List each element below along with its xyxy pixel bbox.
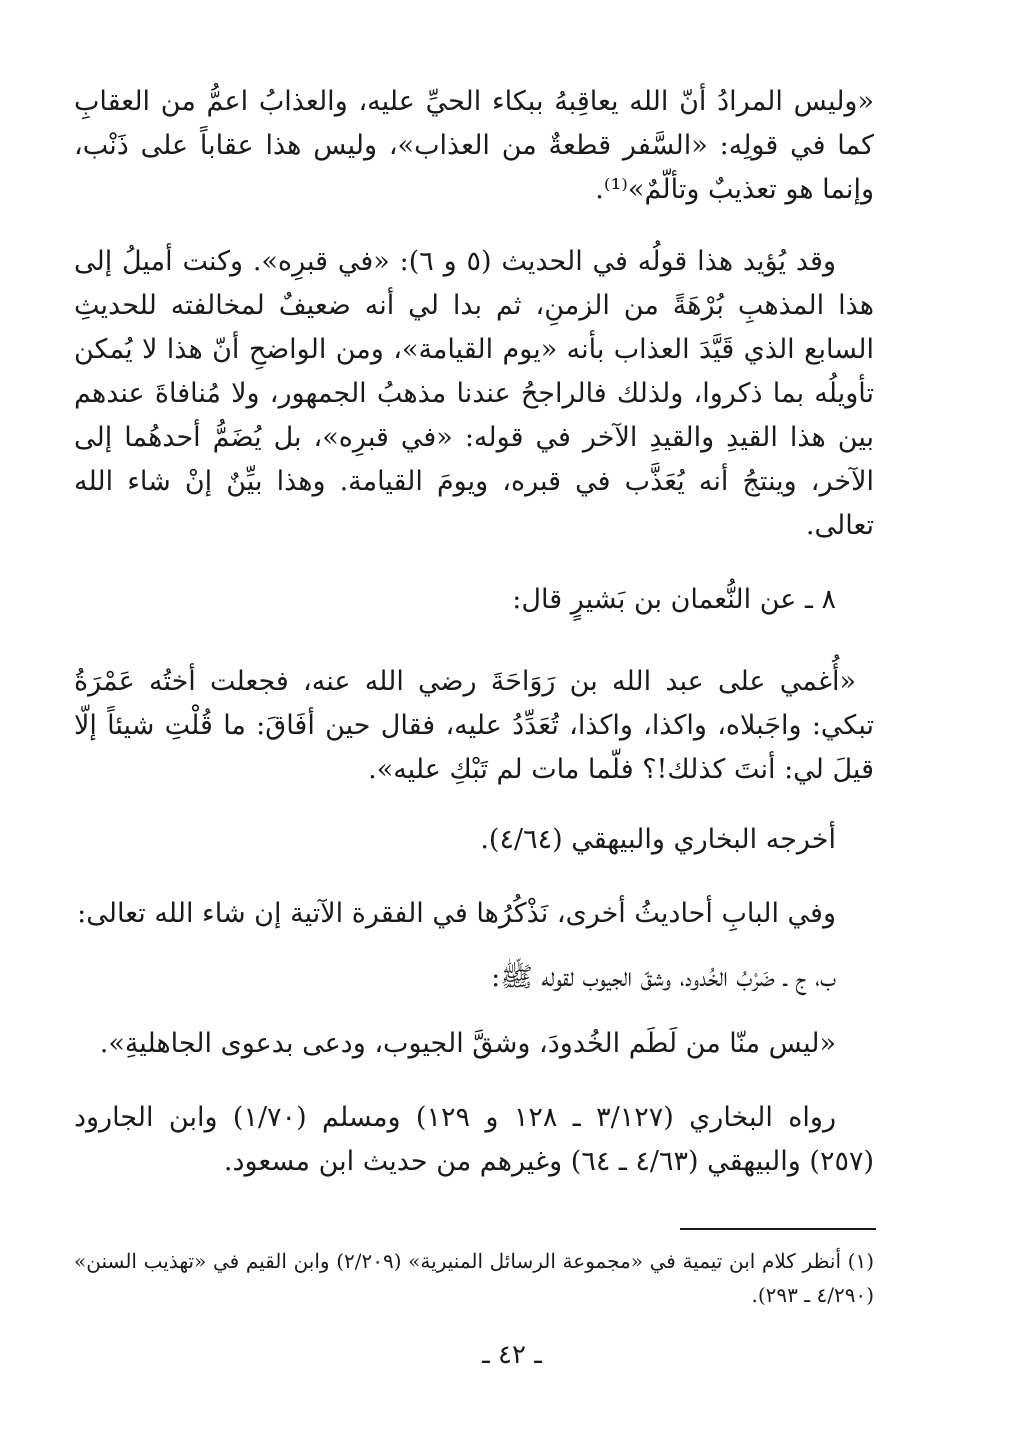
hadith-8-text: «أُغمي على عبد الله بن رَوَاحَةَ رضي الله عنه، فجعلت أختُه عَمْرَةُ تبكي: واجَبلاه، واكذا، واكذا، تُعَدِّدُ عليه، فقال حين أفَاقَ: ما قُلْتِ شيئاً إلّا قيلَ لي: أنتَ كذلك!؟ فلّما مات لم تَبْكِ عليه». bbox=[74, 666, 874, 785]
hadith-8-heading: ٨ ـ عن النُّعمان بن بَشيرٍ قال: bbox=[512, 584, 836, 615]
footnote-separator bbox=[680, 1228, 876, 1230]
takhrij-paragraph: رواه البخاري (٣/١٢٧ ـ ١٢٨ و ١٢٩) ومسلم (١/٧٠) وابن الجارود (٢٥٧) والبيهقي (٤/٦٣ ـ ٦٤) وغيرهم من حديث ابن مسعود. bbox=[74, 1102, 874, 1177]
hadith-quote: «ليس منّا من لَطَم الخُدودَ، وشقَّ الجيوب، ودعى بدعوى الجاهليةِ». bbox=[99, 1028, 836, 1059]
commentary-paragraph: وقد يُؤيد هذا قولُه في الحديث (٥ و ٦): «في قبرِه». وكنت أميلُ إلى هذا المذهبِ بُرْهَةً من الزمنِ، ثم بدا لي أنه ضعيفٌ لمخالفته للحديثِ السابع الذي قَيَّدَ العذاب بأنه «يوم القيامة»، ومن الواضحِ أنّ هذا لا يُمكن تأويلُه بما ذكروا، ولذلك فالراجحُ عندنا مذهبُ الجمهور، ولا مُنافاةَ عندهم بين هذا القيدِ والقيدِ الآخر في قوله: «في قبرِه»، بل يُضَمُّ أحدهُما إلى الآخر، وينتجُ أنه يُعَذَّب في قبره، ويومَ القيامة. وهذا بيِّنٌ إنْ شاء الله تعالى. bbox=[74, 246, 874, 541]
page-number: ـ ٤٢ ـ bbox=[482, 1340, 542, 1370]
takhrij-line: أخرجه البخاري والبيهقي (٤/٦٤). bbox=[480, 824, 836, 855]
chapter-note-line: وفي البابِ أحاديثُ أخرى، نَذْكُرُها في الفقرة الآتية إن شاء الله تعالى: bbox=[77, 898, 836, 929]
footnote-1: (١) أنظر كلام ابن تيمية في «مجموعة الرسائل المنيرية» (٢/٢٠٩) وابن القيم في «تهذيب السنن» (٤/٢٩٠ ـ ٢٩٣). bbox=[74, 1249, 875, 1307]
section-heading-b-j: ب، ج ـ ضَرْبُ الخُدود، وشقّ الجيوب لقوله ﷺ: bbox=[491, 962, 836, 993]
quote-paragraph-1: «وليس المرادُ أنّ الله يعاقِبهُ ببكاء الحيِّ عليه، والعذابُ اعمُّ من العقابِ كما في قولِه: «السَّفر قطعةٌ من العذاب»، وليس هذا عقاباً على ذَنْب، وإنما هو تعذيبٌ وتألّمٌ»⁽¹⁾. bbox=[74, 86, 874, 205]
